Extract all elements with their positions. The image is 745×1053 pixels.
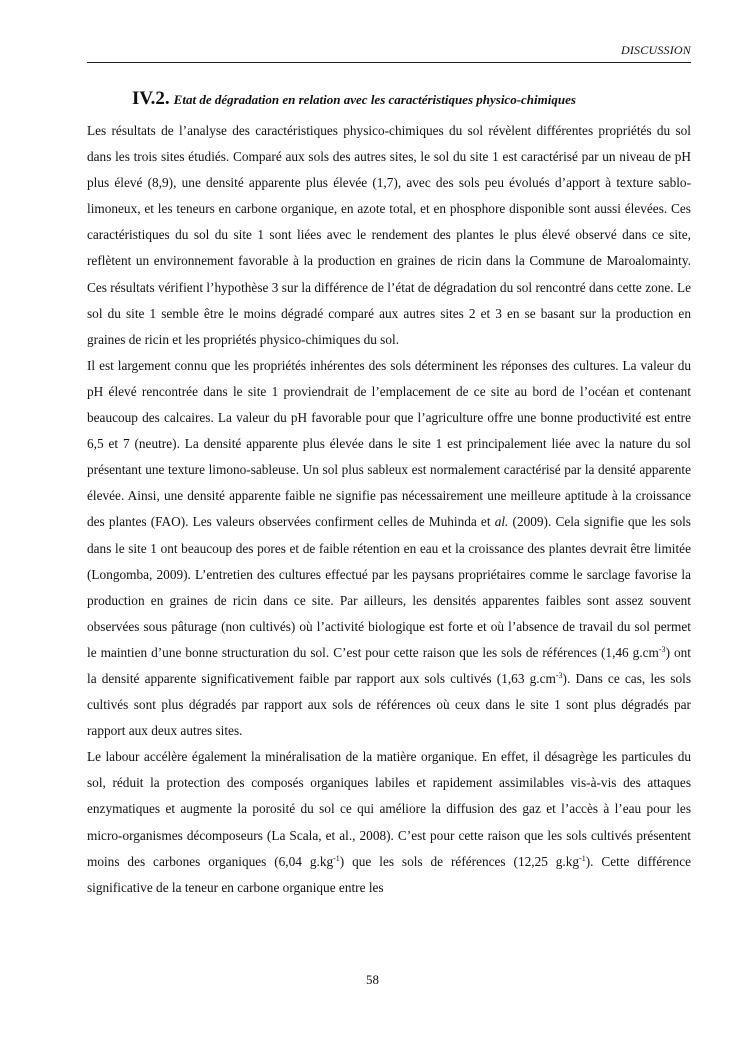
body-text: [87, 118, 691, 901]
paragraph-3-part: ). Cette différence significative de la teneur en carbone organique entre les: [87, 853, 691, 895]
paragraph-2: [87, 353, 691, 744]
paragraph-2-superscript: -3: [658, 644, 666, 654]
paragraph-3-part: ) que les sols de références (12,25 g.kg: [339, 853, 580, 869]
section-number: IV.2.: [132, 88, 170, 109]
running-header: DISCUSSION: [621, 43, 691, 57]
page-number: 58: [366, 972, 379, 987]
paragraph-3-superscript: -1: [333, 853, 340, 863]
header-rule: [87, 62, 691, 63]
paragraph-3: [87, 744, 691, 901]
paragraph-2-superscript: -3: [555, 670, 563, 680]
section-title: Etat de dégradation en relation avec les caractéristiques physico-chimiques: [173, 92, 576, 107]
paragraph-2-part: ) ont la densité apparente significativement faible par rapport aux sols cultivés (1,63 g.cm: [87, 644, 691, 686]
paragraph-2-part: (2009). Cela signifie que les sols dans le site 1 ont beaucoup des pores et de faible rétention en eau et la croissance des plantes devrait être limitée (Longomba, 2009). L’entretien des cultures effectué par les paysans propriétaires comme le sarclage favorise la production en graines de ricin dans ce site. Par ailleurs, les densités apparentes faibles sont assez souvent observées sous pâturage (non cultivés) où l’activité biologique est forte et où l’absence de travail du sol permet le maintien d’une bonne structuration du sol. C’est pour cette raison que les sols de références (1,46 g.cm: [87, 514, 691, 660]
paragraph-3-part: Le labour accélère également la minéralisation de la matière organique. En effet, il désagrège les particules du sol, réduit la protection des composés organiques labiles et rapidement assimilables vis-à-vis des attaques enzymatiques et augmente la porosité du sol ce qui améliore la diffusion des gaz et l’accès à l’eau pour les micro-organismes décomposeurs (La Scala, et al., 2008). C’est pour cette raison que les sols cultivés présentent moins des carbones organiques (6,04 g.kg: [87, 749, 691, 869]
paragraph-2-part: Il est largement connu que les propriétés inhérentes des sols déterminent les réponses des cultures. La valeur du pH élevé rencontrée dans le site 1 proviendrait de l’emplacement de ce site au bord de l’océan et contenant beaucoup des calcaires. La valeur du pH favorable pour que l’agriculture offre une bonne productivité est entre 6,5 et 7 (neutre). La densité apparente plus élevée dans le site 1 est principalement liée avec la nature du sol présentant une texture limono-sableuse. Un sol plus sableux est normalement caractérisé par la densité apparente élevée. Ainsi, une densité apparente faible ne signifie pas nécessairement une meilleure aptitude à la croissance des plantes (FAO). Les valeurs observées confirment celles de Muhinda et: [87, 357, 691, 530]
paragraph-3-superscript: -1: [579, 853, 586, 863]
paragraph-2-part: ). Dans ce cas, les sols cultivés sont plus dégradés par rapport aux sols de références où ceux dans le site 1 sont plus dégradés par rapport aux deux autres sites.: [87, 670, 691, 739]
paragraph-2-italic: al.: [494, 514, 509, 530]
paragraph-1: Les résultats de l’analyse des caractéristiques physico-chimiques du sol révèlent différentes propriétés du sol dans les trois sites étudiés. Comparé aux sols des autres sites, le sol du site 1 est caractérisé par un niveau de pH plus élevé (8,9), une densité apparente plus élevée (1,7), avec des sols peu évolués d’apport à texture sablo-limoneux, et les teneurs en carbone organique, en azote total, et en phosphore disponible sont aussi élevées. Ces caractéristiques du sol du site 1 sont liées avec le rendement des plantes le plus élevé observé dans ce site, reflètent un environnement favorable à la production en graines de ricin dans la Commune de Maroalomainty. Ces résultats vérifient l’hypothèse 3 sur la différence de l’état de dégradation du sol rencontré dans cette zone. Le sol du site 1 semble être le moins dégradé comparé aux autres sites 2 et 3 en se basant sur la production en graines de ricin et les propriétés physico-chimiques du sol.: [87, 123, 691, 347]
section-heading: [132, 88, 702, 110]
